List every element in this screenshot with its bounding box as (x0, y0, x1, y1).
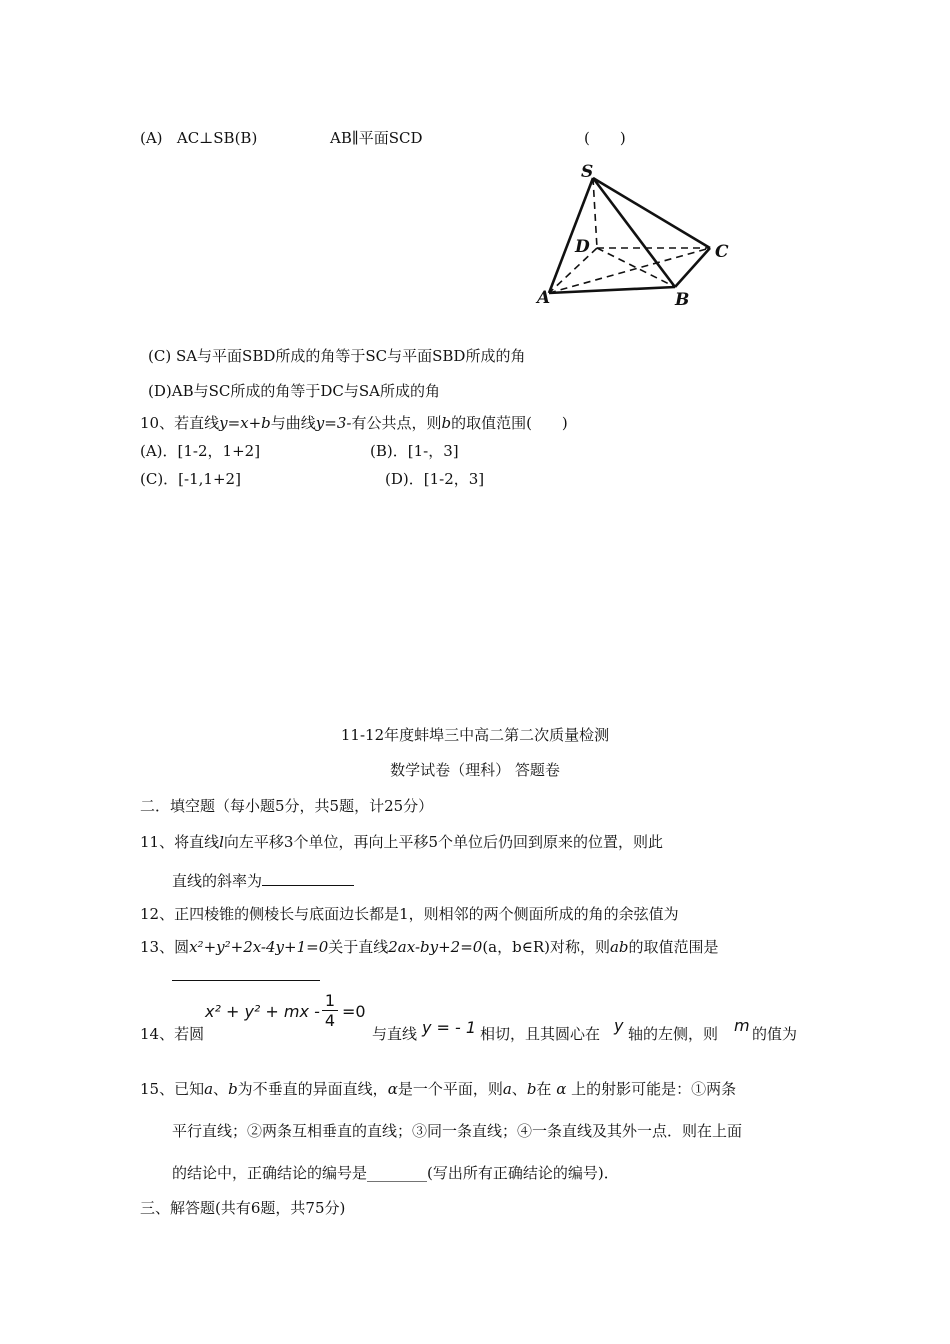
label-s: S (581, 162, 594, 182)
q13-text-b: 关于直线 (328, 938, 389, 956)
q13-text-c: (a，b∈R)对称，则 (482, 938, 610, 956)
q14-fraction-denominator: 4 (322, 1010, 338, 1031)
q9-option-a-text: AC⊥SB(B) (176, 129, 258, 147)
q11-text-b: 向左平移3个单位，再向上平移5个单位后仍回到原来的位置，则此 (223, 833, 663, 851)
q15-text-c: 是一个平面，则 (397, 1080, 503, 1098)
q10-curve-equation: y=3- (315, 414, 352, 432)
q15-text-d: 在 (536, 1080, 552, 1098)
q10-option-d: (D)．[1-2，3] (385, 470, 485, 488)
q15-text-b: 为不垂直的异面直线， (237, 1080, 388, 1098)
q14-text-a: 14、若圆 (140, 1025, 205, 1043)
q15-line2: 平行直线；②两条互相垂直的直线；③同一条直线；④一条直线及其外一点．则在上面 (172, 1122, 743, 1140)
q11-answer-blank[interactable] (262, 869, 354, 886)
q14-eq-end: =0 (342, 1002, 366, 1021)
q11-line1 (140, 832, 663, 852)
label-b: B (675, 290, 690, 310)
q13-line1 (140, 937, 719, 957)
q9-option-a-label: (A) (140, 129, 163, 147)
q14-text-e: 的值为 (752, 1025, 798, 1043)
q13-circle-equation: x²+y²+2x-4y+1=0 (189, 938, 329, 956)
q11-var-l: l (219, 833, 224, 851)
section2-title: 二．填空题（每小题5分，共5题，计25分） (140, 797, 434, 815)
q9-answer-paren: ( ) (584, 129, 626, 147)
q10-text-mid1: 与曲线 (270, 414, 316, 432)
q11-text-c: 直线的斜率为 (172, 872, 263, 890)
q14-circle-equation (205, 1002, 320, 1021)
q15-var-b: b (228, 1080, 238, 1098)
edge-bc (675, 248, 710, 287)
q9-option-a-row (140, 128, 257, 148)
q10-line-equation: y=x+b (219, 414, 271, 432)
q10-text-end: 的取值范围( ) (451, 414, 568, 432)
q13-line-equation: 2ax-by+2=0 (388, 938, 483, 956)
section3-title: 三、解答题(共有6题，共75分) (140, 1199, 346, 1217)
q13-var-ab: ab (609, 938, 629, 956)
label-c: C (715, 242, 729, 262)
q9-option-d: (D)AB与SC所成的角等于DC与SA所成的角 (148, 382, 440, 400)
label-a: A (537, 288, 551, 308)
q15-sep: 、 (213, 1080, 229, 1098)
q14-eq-left: x² + y² + mx - (205, 1002, 320, 1021)
edge-sc (593, 178, 710, 248)
diagonal-db (597, 248, 675, 287)
q15-text-g: (写出所有正确结论的编号)． (427, 1164, 619, 1182)
q13-text-a: 13、圆 (140, 938, 190, 956)
q15-var-a: a (204, 1080, 214, 1098)
edge-sb (593, 178, 675, 287)
q10-stem (140, 413, 568, 433)
q13-answer-blank[interactable] (172, 980, 320, 981)
q11-text-a: 11、将直线 (140, 833, 220, 851)
q12-text: 12、正四棱锥的侧棱长与底面边长都是1，则相邻的两个侧面所成的角的余弦值为 (140, 905, 679, 923)
q9-option-b-text: AB∥平面SCD (330, 129, 423, 147)
answer-sheet-title: 11-12年度蚌埠三中高二第二次质量检测 (340, 726, 610, 744)
q10-text-start: 10、若直线 (140, 414, 220, 432)
q14-line-equation: y = - 1 (422, 1018, 477, 1037)
q10-option-a: (A)．[1-2，1+2] (140, 442, 261, 460)
q11-line2 (172, 869, 354, 891)
q15-line3 (172, 1163, 619, 1183)
q14-text-b: 与直线 (372, 1025, 418, 1043)
q13-text-d: 的取值范围是 (628, 938, 719, 956)
diagonal-ac (549, 248, 710, 293)
q14-var-m: m (734, 1016, 750, 1035)
q10-option-c: (C)．[-1,1+2] (140, 470, 241, 488)
pyramid-figure (535, 160, 765, 310)
q15-line1: 15、已知a、b为不垂直的异面直线，α是一个平面，则a、b在 α 上的射影可能是：①两条 (140, 1080, 737, 1098)
q10-text-mid2: 有公共点，则 (351, 414, 442, 432)
label-d: D (575, 237, 590, 257)
edge-sa (549, 178, 593, 293)
q14-text-c: 相切，且其圆心在 (480, 1025, 601, 1043)
answer-sheet-subtitle: 数学试卷（理科） 答题卷 (390, 761, 560, 779)
edge-ab (549, 287, 675, 293)
q9-option-c: (C) SA与平面SBD所成的角等于SC与平面SBD所成的角 (148, 347, 526, 365)
q10-var-b: b (441, 414, 452, 432)
q14-var-y: y (614, 1016, 624, 1035)
q15-var-alpha: α (387, 1080, 398, 1098)
q14-fraction-numerator: 1 (324, 991, 336, 1010)
q14-text-d: 轴的左侧，则 (628, 1025, 719, 1043)
edge-sd (593, 178, 597, 248)
q15-text-f: 的结论中，正确结论的编号是 (172, 1164, 368, 1182)
q15-text-e: 上的射影可能是：①两条 (571, 1080, 737, 1098)
q14-fraction (322, 992, 338, 1031)
q10-option-b: (B)．[1-，3] (370, 442, 459, 460)
q15-text-a: 15、已知 (140, 1080, 205, 1098)
q15-answer-blank[interactable]: ________ (367, 1164, 428, 1182)
